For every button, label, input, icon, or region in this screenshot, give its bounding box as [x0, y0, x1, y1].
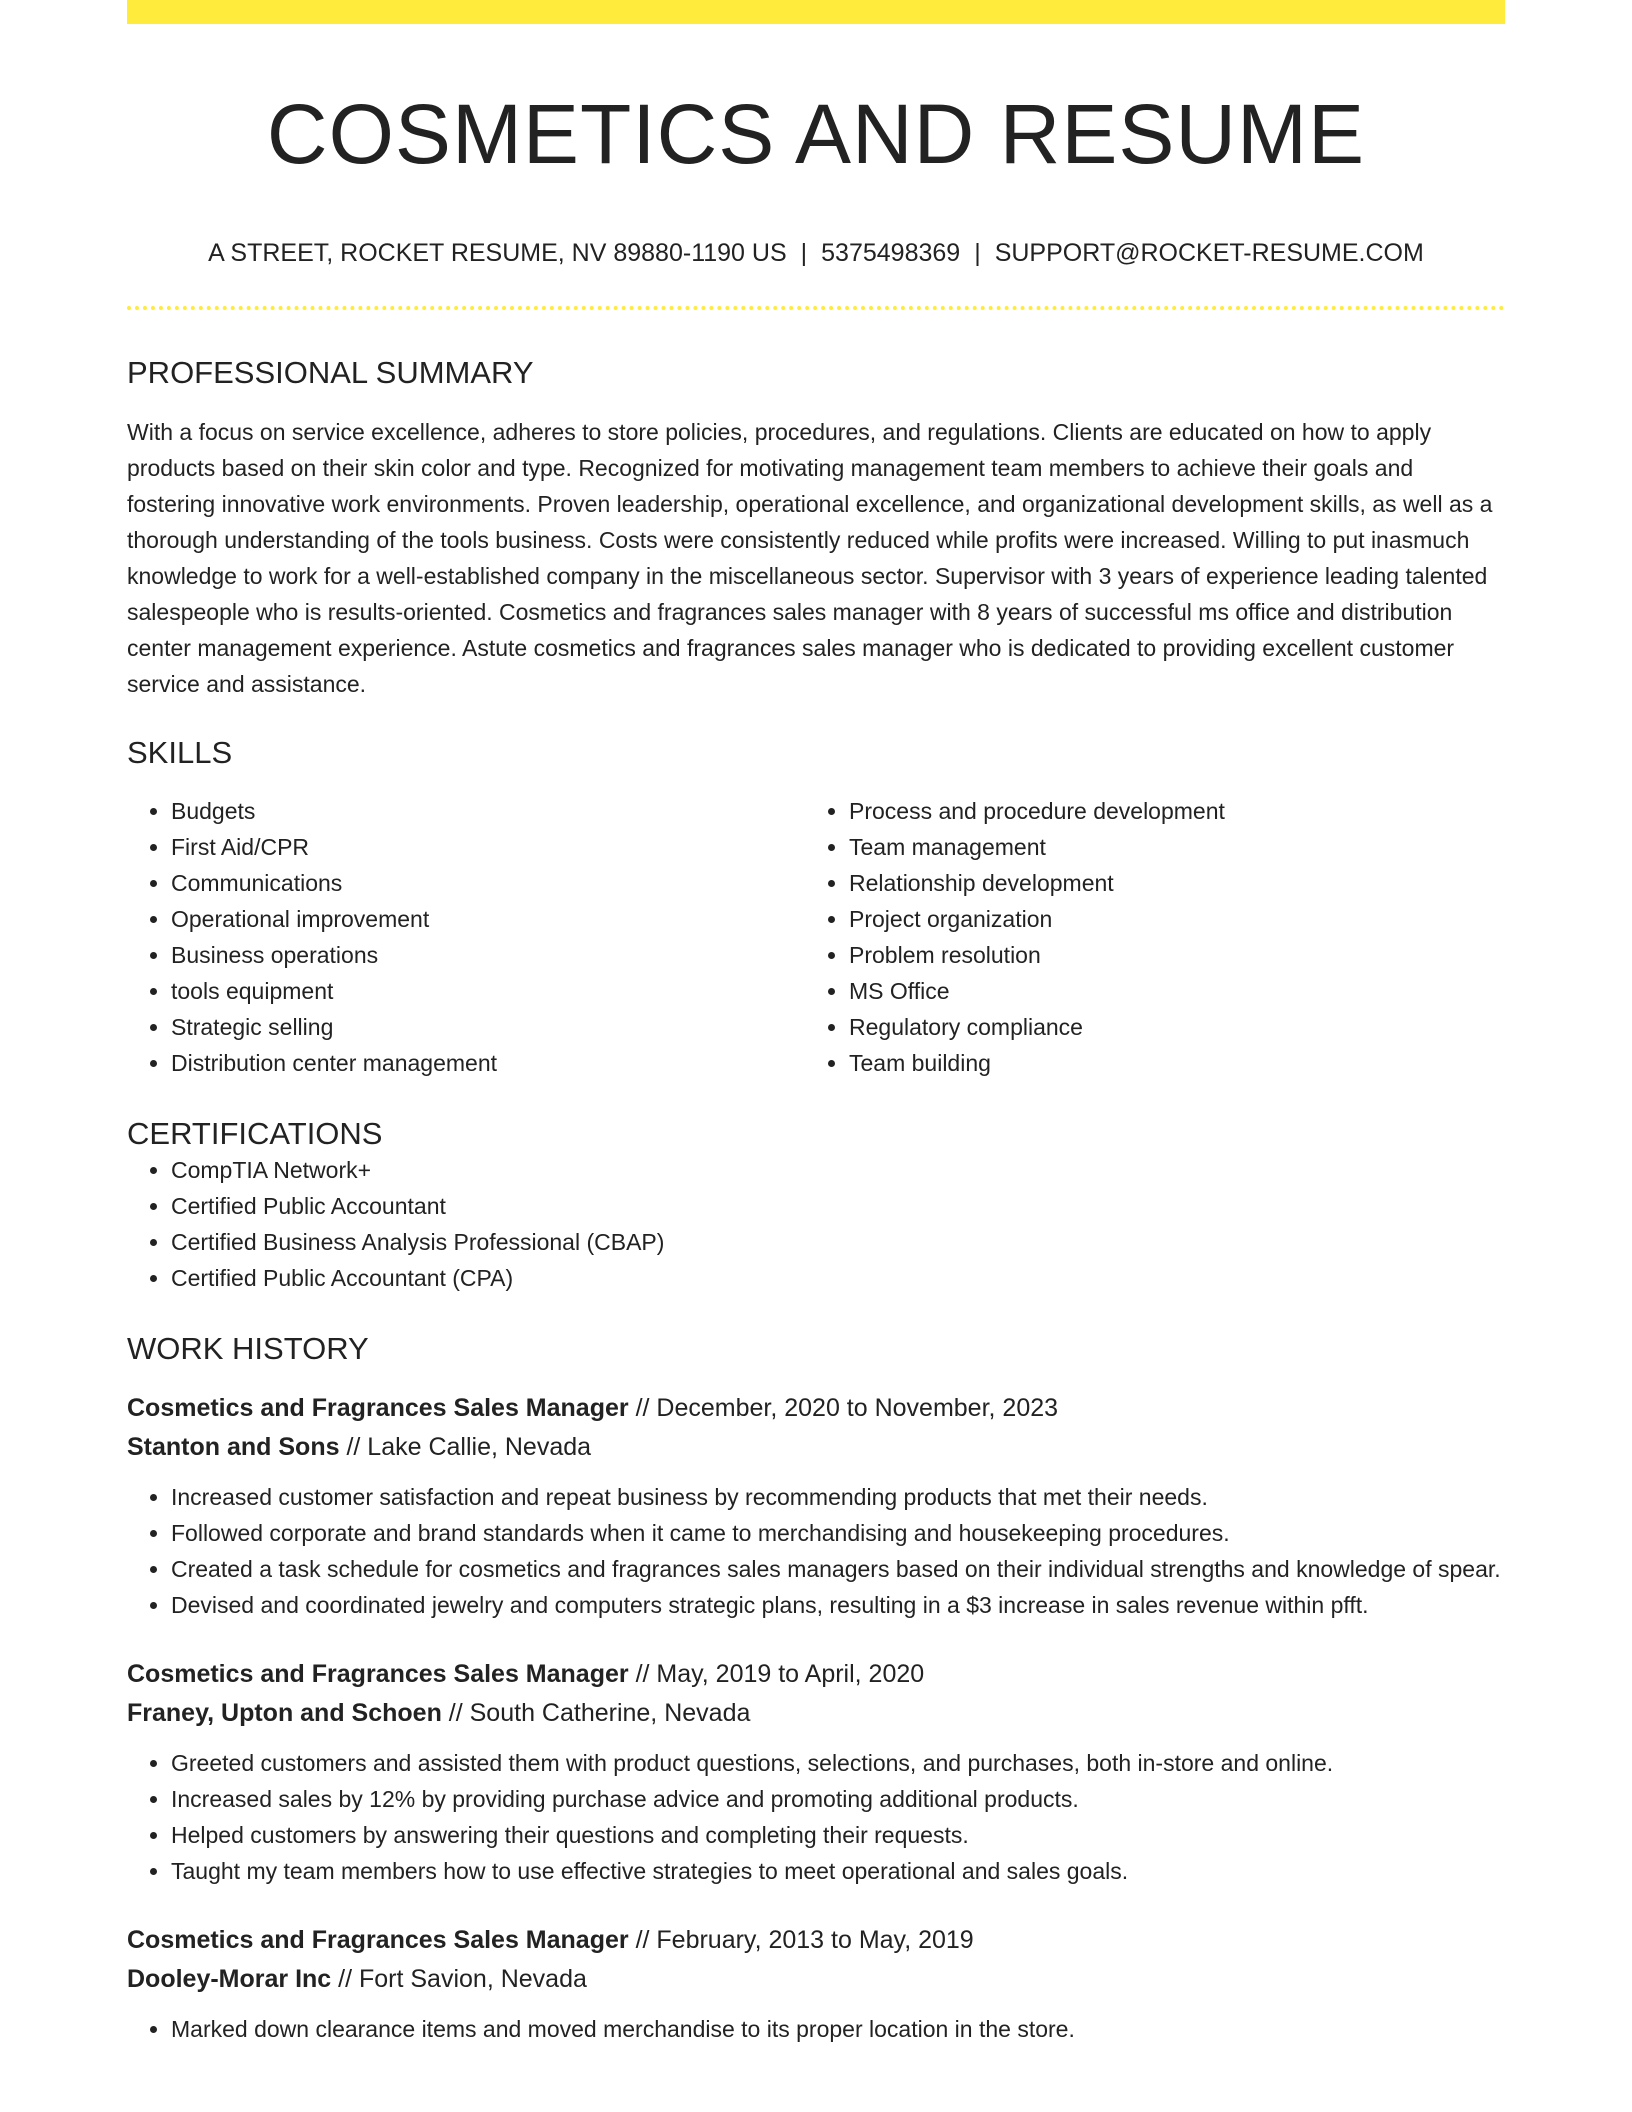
job-bullet: • Devised and coordinated jewelry and computers strategic plans, resulting in a $3 increase in sales revenue within pfft. [171, 1587, 1505, 1623]
contact-separator: | [974, 239, 981, 268]
job-bullets [127, 1745, 1505, 1889]
job-bullet: • Marked down clearance items and moved merchandise to its proper location in the store. [171, 2011, 1505, 2047]
skill-item: • MS Office [849, 973, 1483, 1009]
skill-item: • Strategic selling [171, 1009, 805, 1045]
summary-text: With a focus on service excellence, adheres to store policies, procedures, and regulations. Clients are educated on how to apply products based on their skin color and type. Recognized for motivating management team members to achieve their goals and fostering innovative work environments. Proven leadership, operational excellence, and organizational development skills, as well as a thorough understanding of the tools business. Costs were consistently reduced while profits were increased. Willing to put inasmuch knowledge to work for a well-established company in the miscellaneous sector. Supervisor with 3 years of experience leading talented salespeople who is results-oriented. Cosmetics and fragrances sales manager with 8 years of successful ms office and distribution center management experience. Astute cosmetics and fragrances sales manager who is dedicated to providing excellent customer service and assistance. [127, 418, 1493, 697]
job-company-line [127, 1428, 1505, 1467]
skill-item: • Distribution center management [171, 1045, 805, 1081]
skill-item: • Communications [171, 865, 805, 901]
contact-separator: | [800, 239, 808, 268]
job-entry [127, 1655, 1505, 1889]
job-bullet: • Increased sales by 12% by providing purchase advice and promoting additional products. [171, 1781, 1505, 1817]
job-bullet: • Increased customer satisfaction and repeat business by recommending products that met their needs. [171, 1479, 1505, 1515]
skill-item: • Team building [849, 1045, 1483, 1081]
job-bullet: • Helped customers by answering their questions and completing their requests. [171, 1817, 1505, 1853]
job-bullet: • Followed corporate and brand standards when it came to merchandising and housekeeping procedures. [171, 1515, 1505, 1551]
dotted-divider [127, 306, 1505, 310]
skill-item: • First Aid/CPR [171, 829, 805, 865]
skill-item: • Team management [849, 829, 1483, 865]
skill-item: • Business operations [171, 937, 805, 973]
job-bullets [127, 2011, 1505, 2047]
job-entry [127, 1389, 1505, 1623]
contact-line [127, 238, 1505, 268]
job-title-line [127, 1921, 1505, 1960]
job-role: Cosmetics and Fragrances Sales Manager [127, 1926, 629, 1955]
resume-page [127, 0, 1505, 2047]
skills-columns [127, 793, 1505, 1081]
skills-heading: SKILLS [127, 734, 233, 770]
certifications-list [127, 1152, 1505, 1296]
skill-item: • Regulatory compliance [849, 1009, 1483, 1045]
contact-phone: 5375498369 [821, 239, 961, 268]
certification-item: • Certified Public Accountant (CPA) [171, 1260, 1505, 1296]
certification-item: • CompTIA Network+ [171, 1152, 1505, 1188]
job-bullet: • Created a task schedule for cosmetics and fragrances sales managers based on their individual strengths and knowledge of spear. [171, 1551, 1505, 1587]
contact-address: A STREET, ROCKET RESUME, NV 89880-1190 US [208, 239, 787, 268]
job-company-line [127, 1694, 1505, 1733]
certifications-heading: CERTIFICATIONS [127, 1115, 383, 1151]
job-role: Cosmetics and Fragrances Sales Manager [127, 1660, 629, 1689]
contact-email: SUPPORT@ROCKET-RESUME.COM [994, 239, 1424, 268]
skill-item: • Operational improvement [171, 901, 805, 937]
skill-item: • Process and procedure development [849, 793, 1483, 829]
job-company: Franey, Upton and Schoen [127, 1699, 442, 1728]
job-bullet: • Greeted customers and assisted them with product questions, selections, and purchases, both in-store and online. [171, 1745, 1505, 1781]
skills-left-list [127, 793, 805, 1081]
certification-item: • Certified Public Accountant [171, 1188, 1505, 1224]
job-bullet: • Taught my team members how to use effective strategies to meet operational and sales goals. [171, 1853, 1505, 1889]
job-dates: // February, 2013 to May, 2019 [635, 1926, 974, 1955]
skill-item: • Budgets [171, 793, 805, 829]
skill-item: • tools equipment [171, 973, 805, 1009]
job-dates: // May, 2019 to April, 2020 [635, 1660, 925, 1689]
job-company: Dooley-Morar Inc [127, 1965, 332, 1994]
skill-item: • Problem resolution [849, 937, 1483, 973]
certification-item: • Certified Business Analysis Professional (CBAP) [171, 1224, 1505, 1260]
job-role: Cosmetics and Fragrances Sales Manager [127, 1394, 629, 1423]
work-history-heading: WORK HISTORY [127, 1330, 369, 1366]
skills-right-list [805, 793, 1483, 1081]
job-location: // South Catherine, Nevada [448, 1699, 751, 1728]
job-title-line [127, 1655, 1505, 1694]
job-location: // Fort Savion, Nevada [338, 1965, 587, 1994]
job-company-line [127, 1960, 1505, 1999]
summary-heading: PROFESSIONAL SUMMARY [127, 355, 534, 391]
resume-name: COSMETICS AND RESUME [266, 87, 1366, 181]
skill-item: • Project organization [849, 901, 1483, 937]
job-company: Stanton and Sons [127, 1433, 340, 1462]
skill-item: • Relationship development [849, 865, 1483, 901]
job-bullets [127, 1479, 1505, 1623]
top-accent-bar [127, 0, 1505, 24]
job-title-line [127, 1389, 1505, 1428]
job-dates: // December, 2020 to November, 2023 [635, 1394, 1059, 1423]
job-location: // Lake Callie, Nevada [346, 1433, 592, 1462]
job-entry [127, 1921, 1505, 2047]
